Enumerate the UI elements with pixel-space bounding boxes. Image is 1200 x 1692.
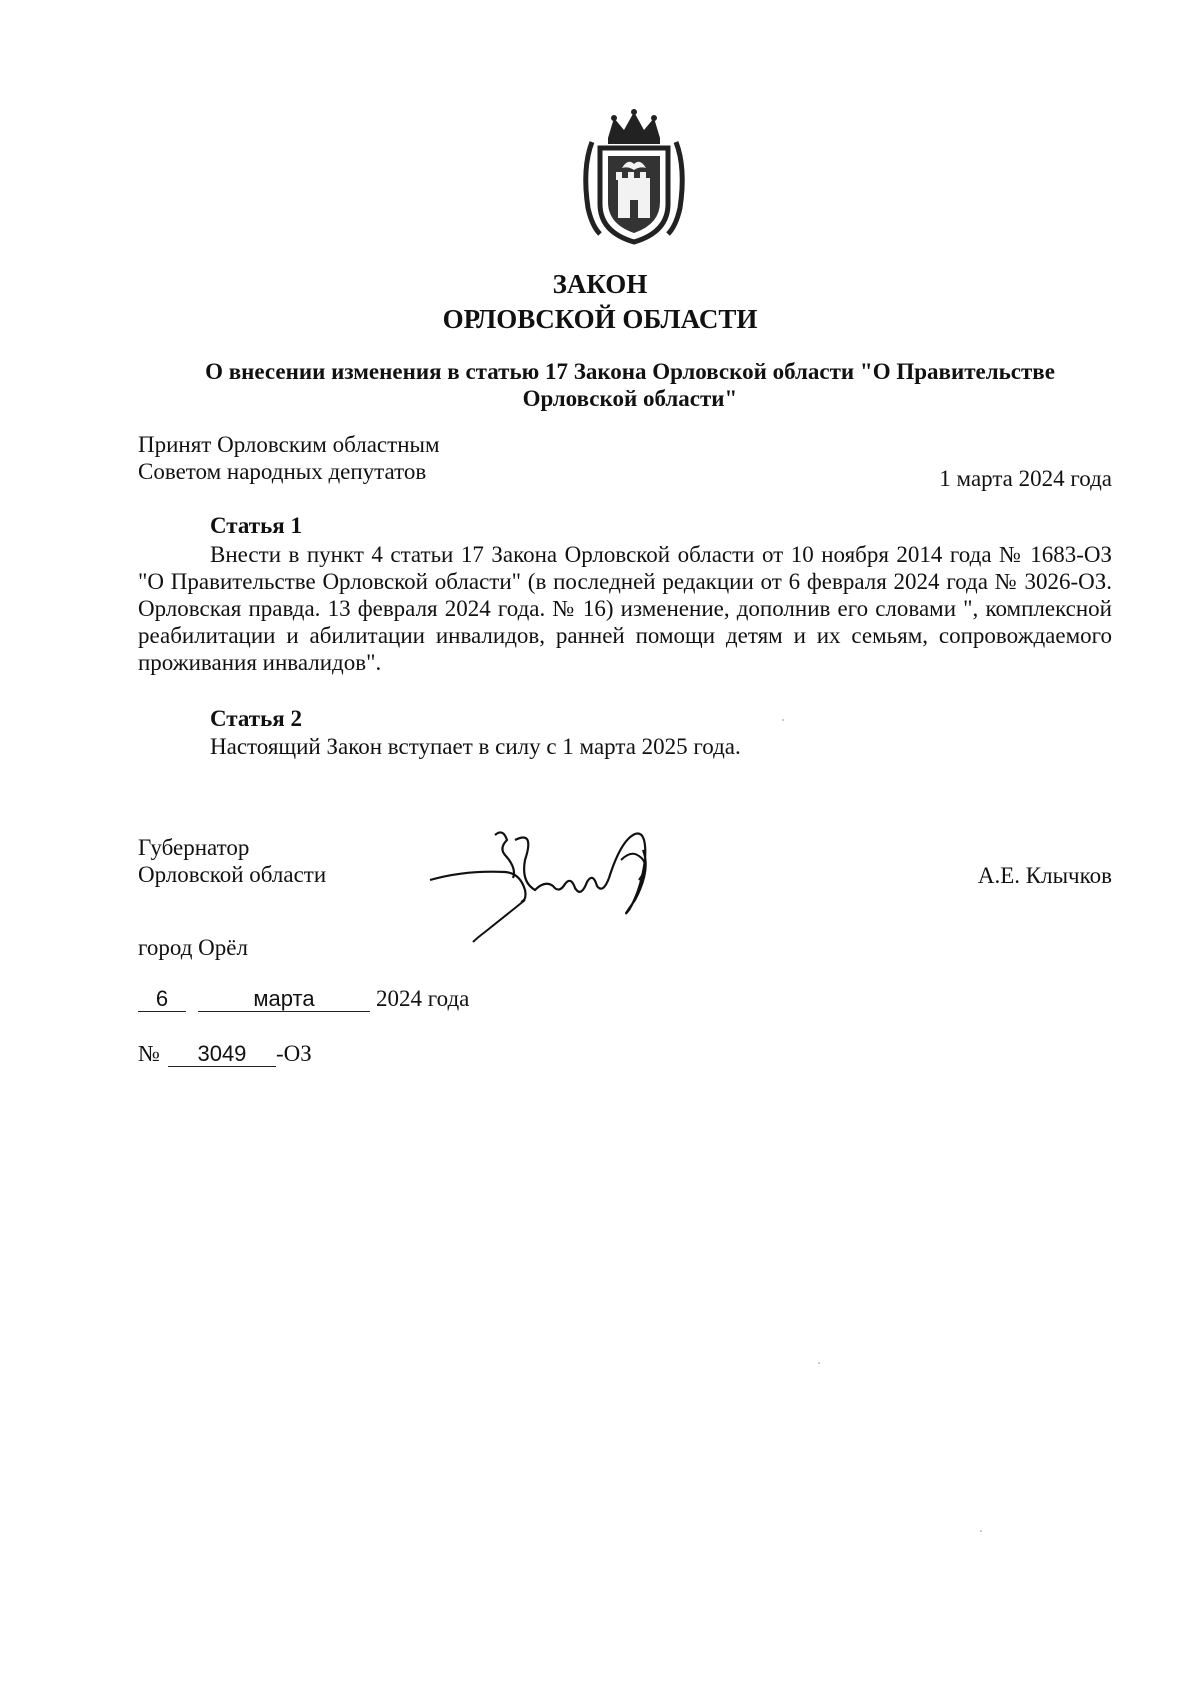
- scan-speck: [980, 1530, 982, 1532]
- adoption-date: 1 марта 2024 года: [939, 466, 1112, 491]
- article-1-text: Внести в пункт 4 статьи 17 Закона Орловской области от 10 ноября 2014 года № 1683-ОЗ "О Правительстве Орловской области" (в последней редакции от 6 февраля 2024 года № 3026-ОЗ. Орловская правда. 13 февраля 2024 года. № 16) изменение, дополнив его словами ", комплексной реабилитации и абилитации инвалидов, ранней помощи детям и их семьям, сопровождаемого проживания инвалидов".: [138, 542, 1112, 675]
- signing-day: 6: [138, 987, 186, 1012]
- signing-year: 2024 года: [376, 986, 470, 1011]
- law-subject: О внесении изменения в статью 17 Закона Орловской области "О Правительстве Орловской области": [205, 359, 1055, 411]
- region-name: ОРЛОВСКОЙ ОБЛАСТИ: [442, 304, 758, 334]
- signatory-title-line-2: Орловской области: [138, 862, 327, 887]
- article-2-heading: Статья 2: [210, 706, 302, 731]
- signatory-title-line-1: Губернатор: [138, 835, 250, 860]
- law-number: [138, 1040, 312, 1067]
- adoption-line-1: Принят Орловским областным: [138, 432, 440, 457]
- number-suffix: -ОЗ: [275, 1041, 312, 1066]
- scan-speck: [782, 719, 784, 721]
- signatory-title: [138, 834, 438, 888]
- article-1-heading: Статья 1: [210, 513, 302, 538]
- scan-speck: [818, 1362, 820, 1364]
- article-2-text: Настоящий Закон вступает в силу с 1 марта 2025 года.: [210, 734, 741, 759]
- signing-place: город Орёл: [138, 935, 248, 960]
- coat-of-arms-icon: [578, 108, 690, 248]
- adoption-line-2: Советом народных депутатов: [138, 459, 427, 484]
- document-type: ЗАКОН: [552, 269, 648, 299]
- number-prefix: №: [138, 1041, 160, 1066]
- number-value: 3049: [168, 1042, 276, 1067]
- handwritten-signature-icon: [425, 820, 695, 950]
- signatory-name: А.Е. Клычков: [977, 863, 1112, 888]
- adoption-authority: [138, 431, 638, 485]
- signing-date: [138, 985, 469, 1012]
- signing-month: марта: [198, 987, 370, 1012]
